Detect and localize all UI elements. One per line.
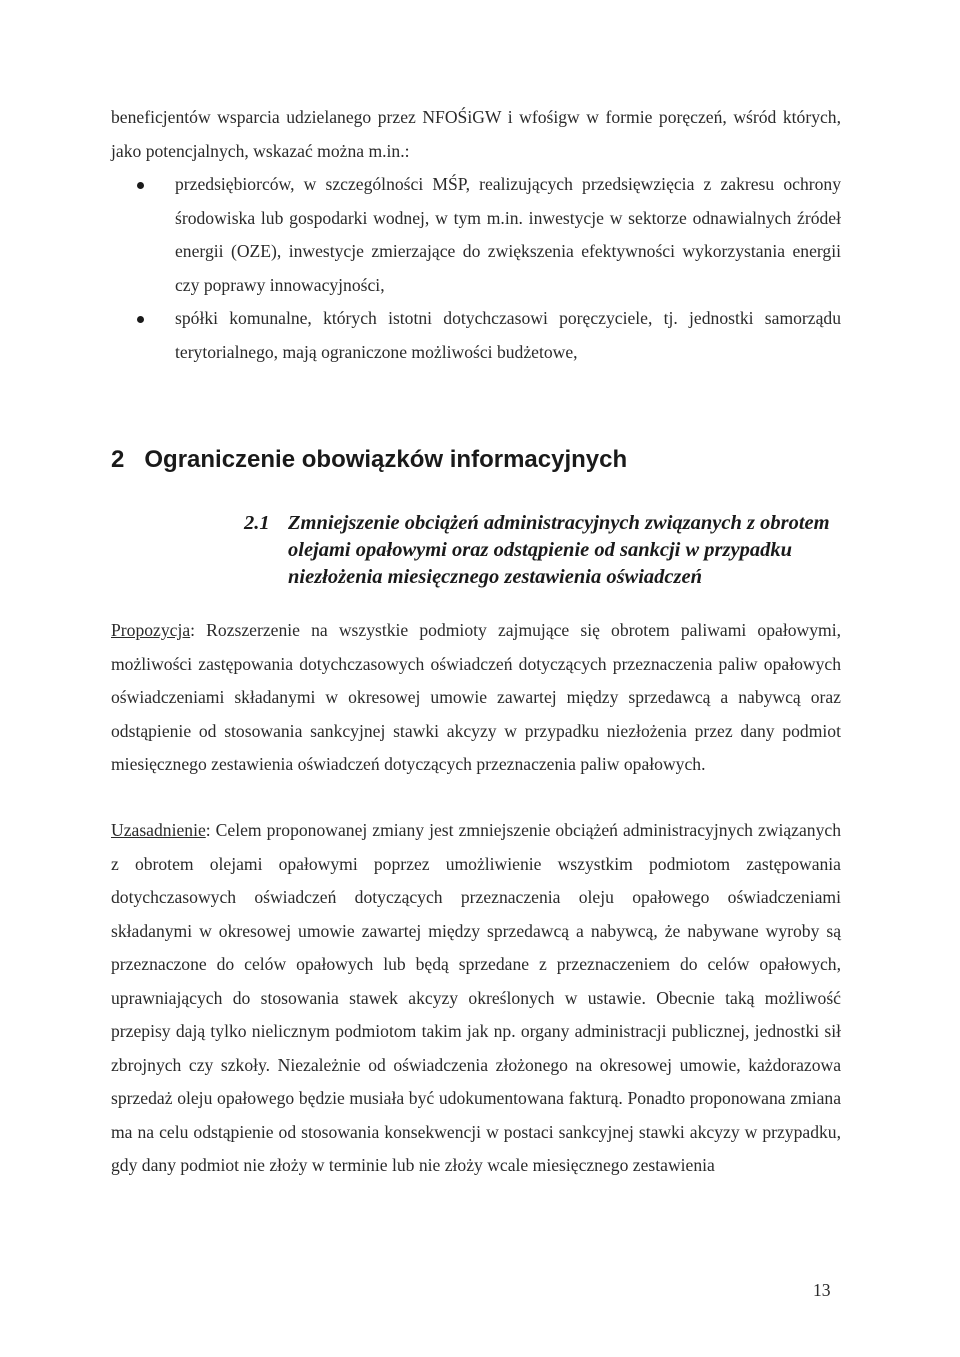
- proposal-paragraph: [111, 614, 841, 782]
- section-number: 2: [111, 446, 125, 473]
- subsection-title: Zmniejszenie obciążeń administracyjnych związanych z obrotem olejami opałowymi oraz odstąpienie od sankcji w przypadku niezłożenia miesięcznego zestawienia oświadczeń: [288, 512, 830, 588]
- proposal-text: : Rozszerzenie na wszystkie podmioty zajmujące się obrotem paliwami opałowymi, możliwości zastępowania dotychczasowych oświadczeń dotyczących przeznaczenia paliw opałowych oświadczeniami składanymi w okresowej umowie zawartej między sprzedawcą a nabywcą oraz odstąpienie od stosowania sankcyjnej stawki akcyzy w przypadku niezłożenia przez dany podmiot miesięcznego zestawienia oświadczeń dotyczących przeznaczenia paliw opałowych.: [111, 620, 841, 774]
- justification-text: : Celem proponowanej zmiany jest zmniejszenie obciążeń administracyjnych związanych z obrotem olejami opałowymi poprzez umożliwienie wszystkim podmiotom zastępowania dotychczasowych oświadczeń dotyczących przeznaczenia oleju opałowego oświadczeniami składanymi w okresowej umowie zawartej między sprzedawcą a nabywcą, że nabywane wyroby są przeznaczone do celów opałowych lub będą sprzedane z przeznaczeniem do celów opałowych, uprawniających do stosowania stawek akcyzy określonych w ustawie. Obecnie taką możliwość przepisy dają tylko nielicznym podmiotom takim jak np. organy administracji publicznej, jednostki sił zbrojnych czy szkoły. Niezależnie od oświadczenia złożonego na okresowej umowie, każdorazowa sprzedaż oleju opałowego będzie musiała być udokumentowana fakturą. Ponadto proponowana zmiana ma na celu odstąpienie od stosowania konsekwencji w postaci sankcyjnej stawki akcyzy w przypadku, gdy dany podmiot nie złoży w terminie lub nie złoży wcale miesięcznego zestawienia: [111, 820, 841, 1175]
- proposal-label: Propozycja: [111, 620, 191, 640]
- list-item-text: przedsiębiorców, w szczególności MŚP, realizujących przedsięwzięcia z zakresu ochrony środowiska lub gospodarki wodnej, w tym m.in. inwestycje w sektorze odnawialnych źródeł energii (OZE), inwestycje zmierzające do zwiększenia efektywności wykorzystania energii czy poprawy innowacyjności,: [175, 174, 841, 295]
- bullet-dot: [137, 182, 144, 189]
- list-item: [111, 168, 841, 302]
- list-item: [111, 302, 841, 369]
- subsection-heading: [244, 510, 834, 591]
- justification-paragraph: [111, 814, 841, 1183]
- section-heading: [111, 446, 627, 474]
- subsection-number: 2.1: [244, 512, 270, 534]
- intro-paragraph: beneficjentów wsparcia udzielanego przez NFOŚiGW i wfośigw w formie poręczeń, wśród których, jako potencjalnych, wskazać można m.in.:: [111, 107, 841, 161]
- justification-label: Uzasadnienie: [111, 820, 206, 840]
- page-number: 13: [813, 1280, 831, 1300]
- bullet-list: [111, 168, 841, 369]
- section-title: Ograniczenie obowiązków informacyjnych: [144, 446, 628, 473]
- list-item-text: spółki komunalne, których istotni dotychczasowi poręczyciele, tj. jednostki samorządu terytorialnego, mają ograniczone możliwości budżetowe,: [175, 308, 841, 362]
- bullet-dot: [137, 316, 144, 323]
